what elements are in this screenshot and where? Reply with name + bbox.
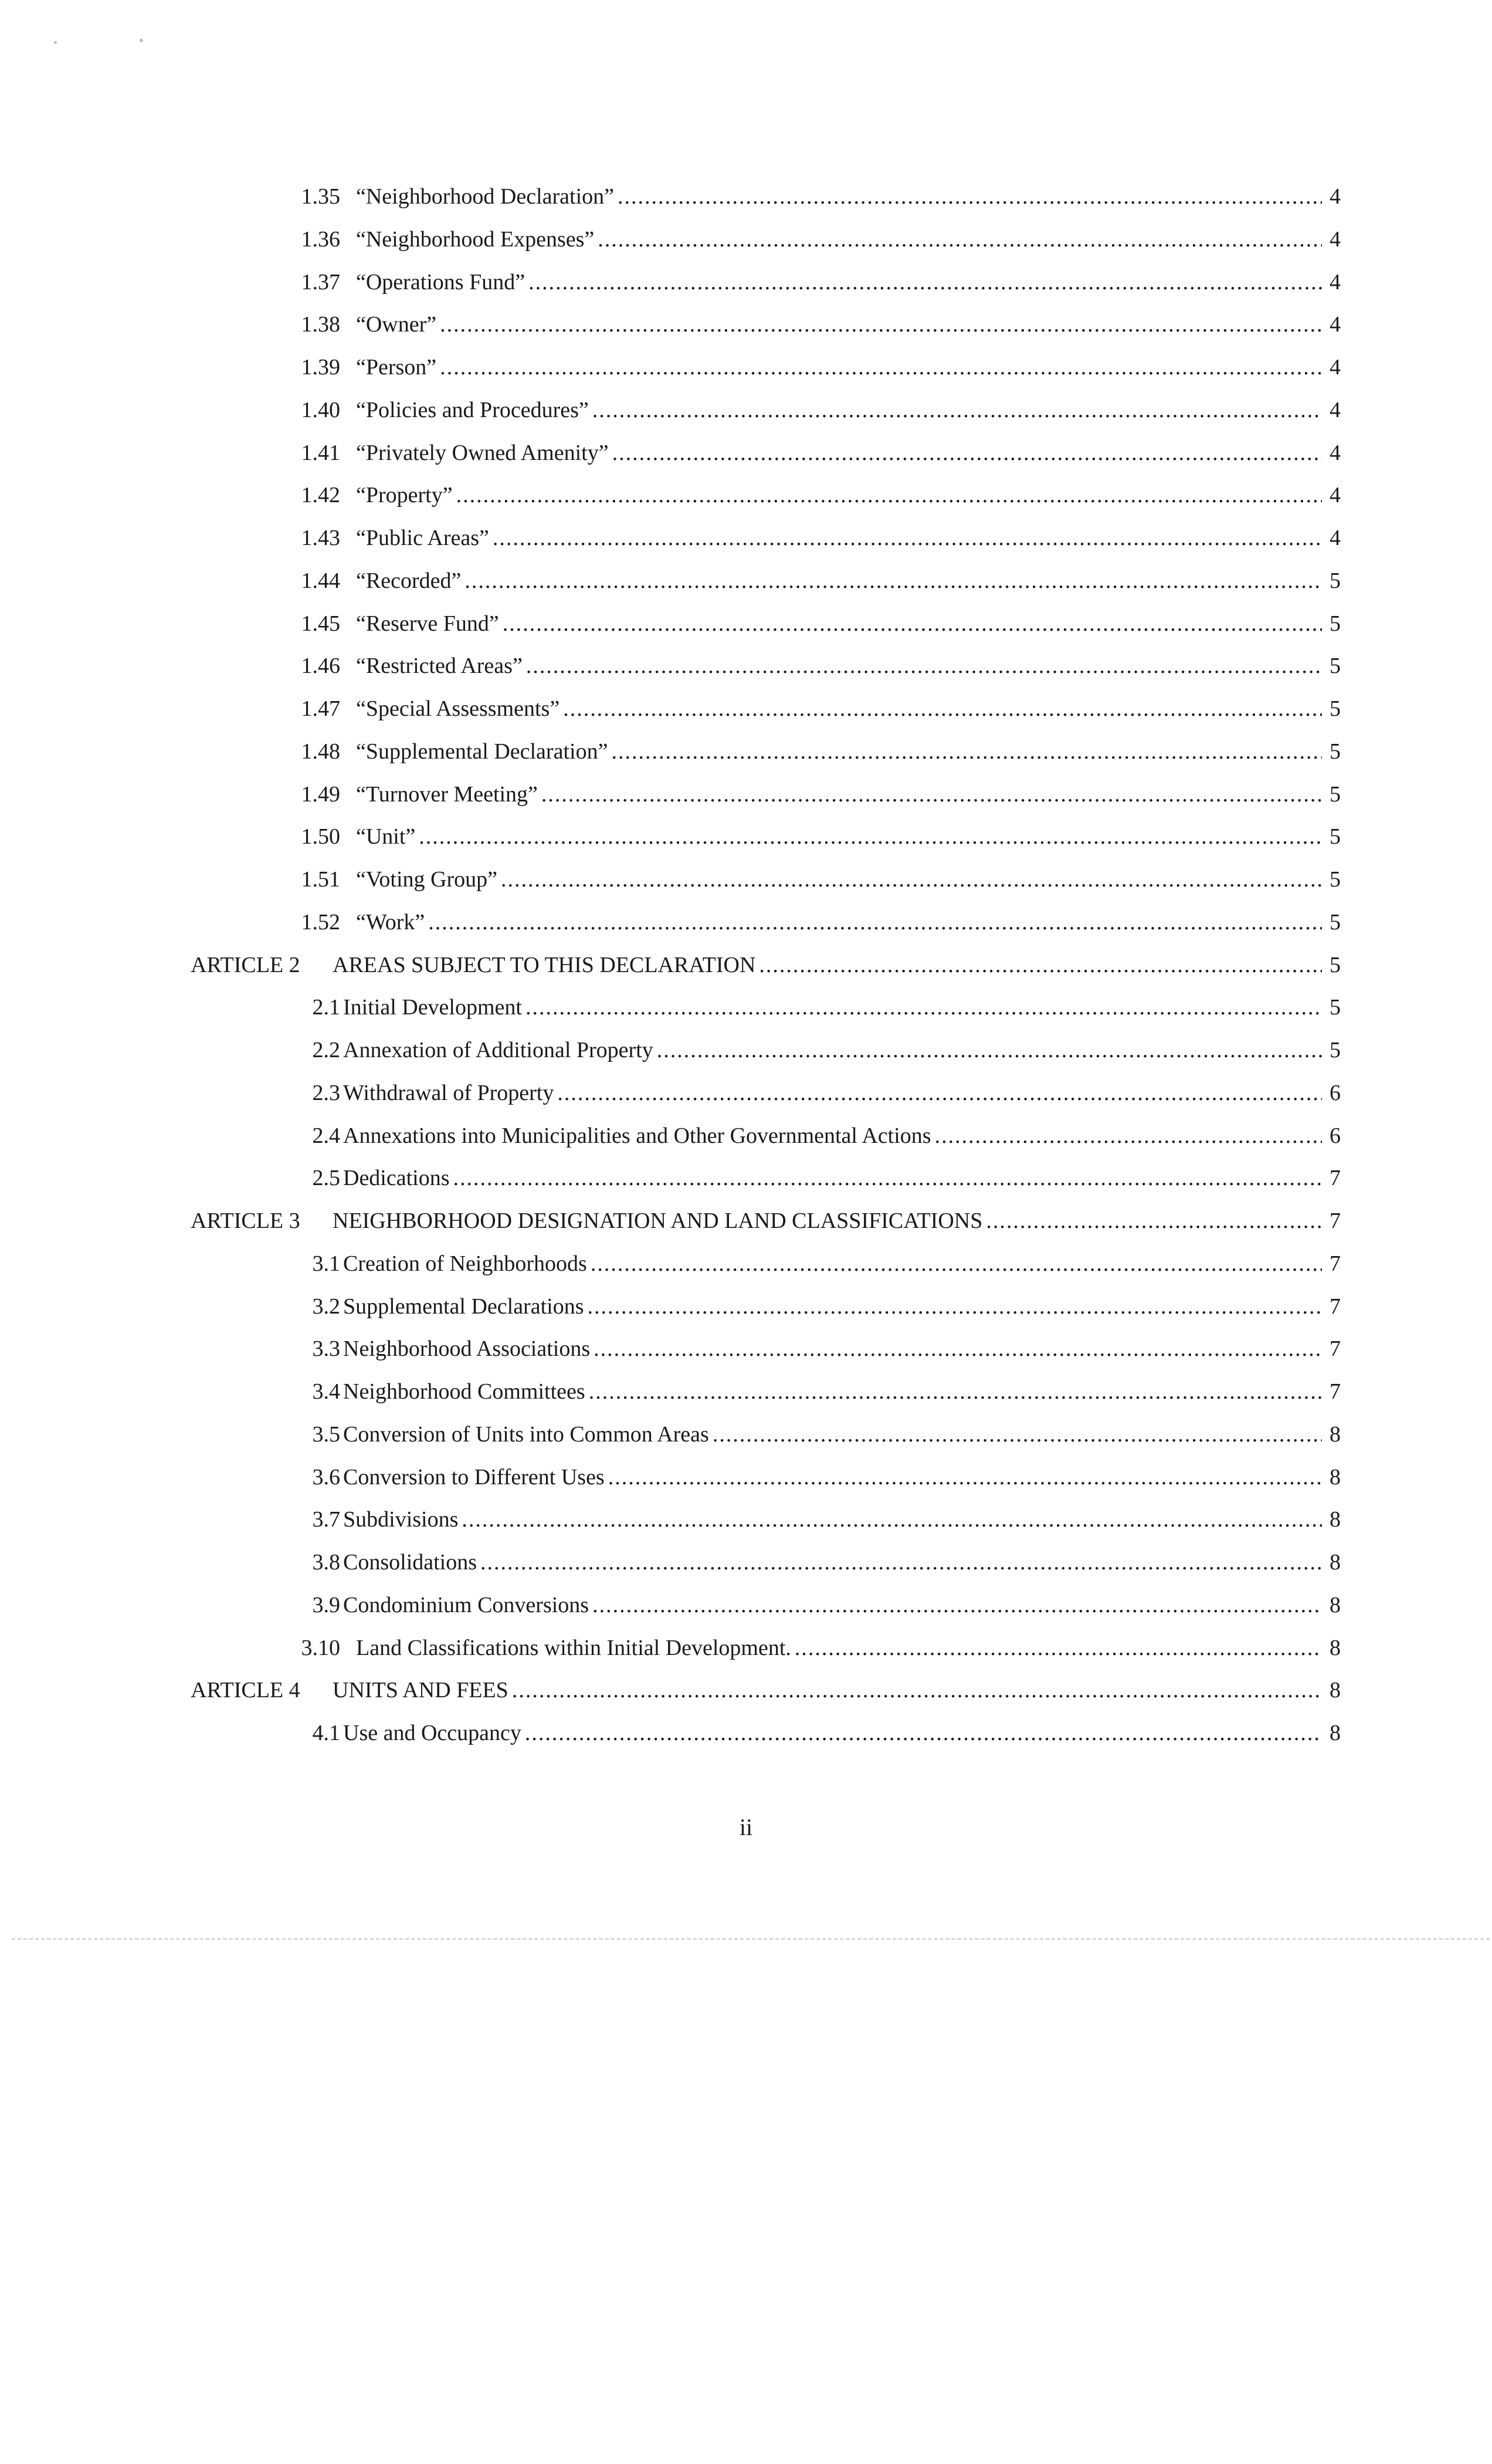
toc-dot-leader [428,905,1322,940]
toc-entry-number: 1.46 [301,654,340,678]
toc-dot-leader [588,1289,1323,1324]
toc-entry-title: “Voting Group” [356,867,497,892]
toc-entry-page: 5 [1330,782,1341,807]
toc-entry-number: 1.49 [301,782,340,807]
toc-entry-page: 7 [1330,1294,1341,1319]
toc-entry-title: NEIGHBORHOOD DESIGNATION AND LAND CLASSIFICATIONS [333,1209,983,1233]
toc-entry-number: 2.2 [312,1038,340,1062]
toc-entry-title: “Neighborhood Expenses” [356,227,595,252]
toc-entry-page: 5 [1330,824,1341,849]
toc-entry-title: Dedications [343,1166,450,1190]
toc-dot-leader [480,1545,1322,1580]
toc-entry-title: “Supplemental Declaration” [356,739,608,764]
toc-dot-leader [493,520,1322,556]
toc-dot-leader [592,1588,1322,1623]
toc-dot-leader [713,1417,1322,1452]
toc-entry-row [0,648,1492,683]
toc-entry-row [0,478,1492,513]
toc-dot-leader [440,307,1322,342]
toc-entry-title: Conversion to Different Uses [343,1465,605,1490]
toc-dot-leader [440,350,1322,385]
toc-entry-row [0,1417,1492,1452]
toc-dot-leader [589,1374,1322,1409]
toc-entry-number: 2.1 [312,995,340,1020]
toc-entry-row [0,350,1492,385]
toc-entry-title: Land Classifications within Initial Development. [356,1636,791,1660]
toc-entry-page: 5 [1330,867,1341,892]
toc-entry-row [0,1630,1492,1666]
toc-entry-title: “Public Areas” [356,526,489,550]
toc-entry-number: 3.3 [312,1336,340,1361]
toc-article-row [0,947,1492,983]
toc-entry-number: 1.48 [301,739,340,764]
toc-entry-row [0,520,1492,556]
toc-entry-page: 4 [1330,483,1341,507]
toc-entry-page: 8 [1330,1465,1341,1490]
toc-entry-number: 1.39 [301,355,340,380]
toc-entry-page: 5 [1330,568,1341,593]
toc-entry-number: 1.38 [301,312,340,337]
toc-entry-number: 3.6 [312,1465,340,1490]
toc-entry-row [0,1545,1492,1580]
toc-dot-leader [528,265,1322,300]
toc-dot-leader [611,734,1322,769]
toc-entry-page: 8 [1330,1593,1341,1617]
toc-entry-title: “Operations Fund” [356,270,525,295]
toc-entry-title: Subdivisions [343,1507,459,1532]
toc-entry-number: 2.4 [312,1123,340,1148]
toc-entry-number: 1.51 [301,867,340,892]
toc-entry-number: 1.47 [301,696,340,721]
toc-entry-page: 4 [1330,270,1341,295]
toc-entry-page: 8 [1330,1636,1341,1660]
toc-entry-page: 7 [1330,1379,1341,1404]
toc-entry-title: “Privately Owned Amenity” [356,441,609,465]
toc-entry-number: 3.9 [312,1593,340,1617]
toc-entry-row [0,777,1492,812]
toc-entry-page: 7 [1330,1209,1341,1233]
toc-entry-number: 1.37 [301,270,340,295]
toc-entry-page: 5 [1330,739,1341,764]
toc-entry-row [0,1033,1492,1068]
toc-entry-row [0,179,1492,214]
toc-entry-page: 4 [1330,184,1341,209]
toc-entry-page: 8 [1330,1422,1341,1447]
toc-entry-row [0,862,1492,897]
toc-entry-row [0,563,1492,598]
toc-entry-page: 8 [1330,1507,1341,1532]
toc-dot-leader [612,435,1322,471]
toc-entry-title: AREAS SUBJECT TO THIS DECLARATION [333,953,756,977]
toc-dot-leader [594,1331,1322,1366]
toc-entry-number: ARTICLE 4 [191,1678,300,1703]
toc-dot-leader [464,563,1322,598]
toc-entry-number: 1.40 [301,398,340,422]
toc-entry-page: 8 [1330,1550,1341,1575]
toc-entry-row [0,1075,1492,1111]
toc-entry-row [0,990,1492,1025]
toc-dot-leader [591,1246,1322,1281]
toc-entry-title: Annexations into Municipalities and Other Governmental Actions [343,1123,931,1148]
toc-entry-row [0,1460,1492,1495]
toc-dot-leader [456,478,1322,513]
toc-entry-row [0,1502,1492,1537]
toc-entry-page: 5 [1330,910,1341,935]
toc-entry-page: 6 [1330,1123,1341,1148]
toc-entry-number: 3.8 [312,1550,340,1575]
toc-dot-leader [657,1033,1322,1068]
toc-entry-row [0,265,1492,300]
toc-entry-number: 4.1 [312,1721,340,1745]
toc-entry-title: Supplemental Declarations [343,1294,584,1319]
toc-dot-leader [557,1075,1322,1111]
toc-entry-page: 8 [1330,1678,1341,1703]
toc-dot-leader [503,606,1322,641]
toc-entry-title: “Policies and Procedures” [356,398,589,422]
toc-entry-number: 3.2 [312,1294,340,1319]
toc-entry-page: 6 [1330,1081,1341,1105]
toc-entry-page: 8 [1330,1721,1341,1745]
toc-entry-row [0,392,1492,428]
toc-entry-page: 4 [1330,312,1341,337]
toc-article-row [0,1203,1492,1238]
toc-entry-page: 7 [1330,1166,1341,1190]
toc-entry-row [0,1331,1492,1366]
scan-artifact-speck [140,39,143,42]
toc-entry-number: 2.3 [312,1081,340,1105]
toc-entry-title: “Property” [356,483,453,507]
toc-entry-row [0,819,1492,854]
toc-dot-leader [986,1203,1322,1238]
toc-dot-leader [618,179,1322,214]
toc-entry-row [0,905,1492,940]
toc-entry-number: ARTICLE 3 [191,1209,300,1233]
toc-dot-leader [935,1118,1322,1153]
toc-article-row [0,1673,1492,1708]
toc-dot-leader [419,819,1322,854]
toc-entry-title: “Turnover Meeting” [356,782,538,807]
toc-dot-leader [525,990,1322,1025]
toc-dot-leader [526,648,1322,683]
toc-entry-page: 7 [1330,1336,1341,1361]
toc-entry-number: 3.1 [312,1251,340,1276]
toc-entry-row [0,307,1492,342]
toc-entry-number: 1.44 [301,568,340,593]
toc-entry-row [0,222,1492,257]
toc-entry-title: “Reserve Fund” [356,611,499,636]
toc-entry-title: Use and Occupancy [343,1721,521,1745]
toc-dot-leader [563,691,1322,726]
toc-entry-number: 3.7 [312,1507,340,1532]
toc-entry-title: “Work” [356,910,425,935]
toc-entry-number: 1.45 [301,611,340,636]
toc-entry-number: 1.36 [301,227,340,252]
toc-entry-page: 4 [1330,441,1341,465]
toc-entry-title: “Special Assessments” [356,696,560,721]
toc-dot-leader [501,862,1322,897]
toc-entry-title: “Recorded” [356,568,462,593]
toc-entry-number: 1.43 [301,526,340,550]
toc-entry-title: “Neighborhood Declaration” [356,184,614,209]
scan-artifact-line [12,1938,1490,1940]
toc-entry-title: Creation of Neighborhoods [343,1251,587,1276]
toc-entry-page: 5 [1330,953,1341,977]
toc-entry-row [0,691,1492,726]
toc-entry-number: 3.4 [312,1379,340,1404]
toc-entry-title: “Person” [356,355,437,380]
toc-entry-page: 5 [1330,654,1341,678]
toc-dot-leader [462,1502,1322,1537]
toc-entry-number: 2.5 [312,1166,340,1190]
toc-dot-leader [795,1630,1322,1666]
toc-entry-row [0,1289,1492,1324]
toc-entry-page: 7 [1330,1251,1341,1276]
toc-entry-page: 4 [1330,227,1341,252]
toc-entry-page: 5 [1330,1038,1341,1062]
toc-entry-number: 3.10 [301,1636,340,1660]
toc-entry-title: Annexation of Additional Property [343,1038,653,1062]
toc-dot-leader [525,1715,1322,1751]
toc-dot-leader [541,777,1322,812]
toc-entry-row [0,1246,1492,1281]
toc-entry-title: Consolidations [343,1550,477,1575]
page-number: ii [739,1814,753,1840]
toc-entry-title: Conversion of Units into Common Areas [343,1422,709,1447]
toc-entry-page: 5 [1330,696,1341,721]
toc-entry-number: 1.41 [301,441,340,465]
toc-entry-title: Neighborhood Committees [343,1379,585,1404]
toc-dot-leader [453,1160,1322,1196]
toc-dot-leader [592,392,1322,428]
toc-dot-leader [759,947,1322,983]
toc-entry-row [0,1588,1492,1623]
toc-entry-title: “Restricted Areas” [356,654,523,678]
toc-entry-number: 1.42 [301,483,340,507]
toc-entry-page: 4 [1330,355,1341,380]
toc-entry-number: 1.52 [301,910,340,935]
toc-entry-title: Neighborhood Associations [343,1336,591,1361]
toc-entry-title: UNITS AND FEES [333,1678,508,1703]
toc-entry-row [0,435,1492,471]
toc-entry-page: 5 [1330,995,1341,1020]
toc-entry-row [0,1374,1492,1409]
toc-entry-title: Withdrawal of Property [343,1081,554,1105]
toc-entry-page: 4 [1330,398,1341,422]
toc-entry-page: 5 [1330,611,1341,636]
toc-entry-page: 4 [1330,526,1341,550]
scan-artifact-speck [54,41,57,44]
toc-entry-row [0,1715,1492,1751]
toc-entry-row [0,606,1492,641]
toc-dot-leader [598,222,1322,257]
toc-entry-title: Condominium Conversions [343,1593,589,1617]
toc-dot-leader [512,1673,1322,1708]
toc-entry-title: “Owner” [356,312,437,337]
toc-dot-leader [608,1460,1322,1495]
toc-entry-row [0,734,1492,769]
toc-entry-title: Initial Development [343,995,522,1020]
toc-entry-row [0,1118,1492,1153]
toc-entry-number: 3.5 [312,1422,340,1447]
toc-entry-title: “Unit” [356,824,416,849]
toc-entry-row [0,1160,1492,1196]
toc-entry-number: 1.50 [301,824,340,849]
toc-entry-number: 1.35 [301,184,340,209]
toc-entry-number: ARTICLE 2 [191,953,300,977]
